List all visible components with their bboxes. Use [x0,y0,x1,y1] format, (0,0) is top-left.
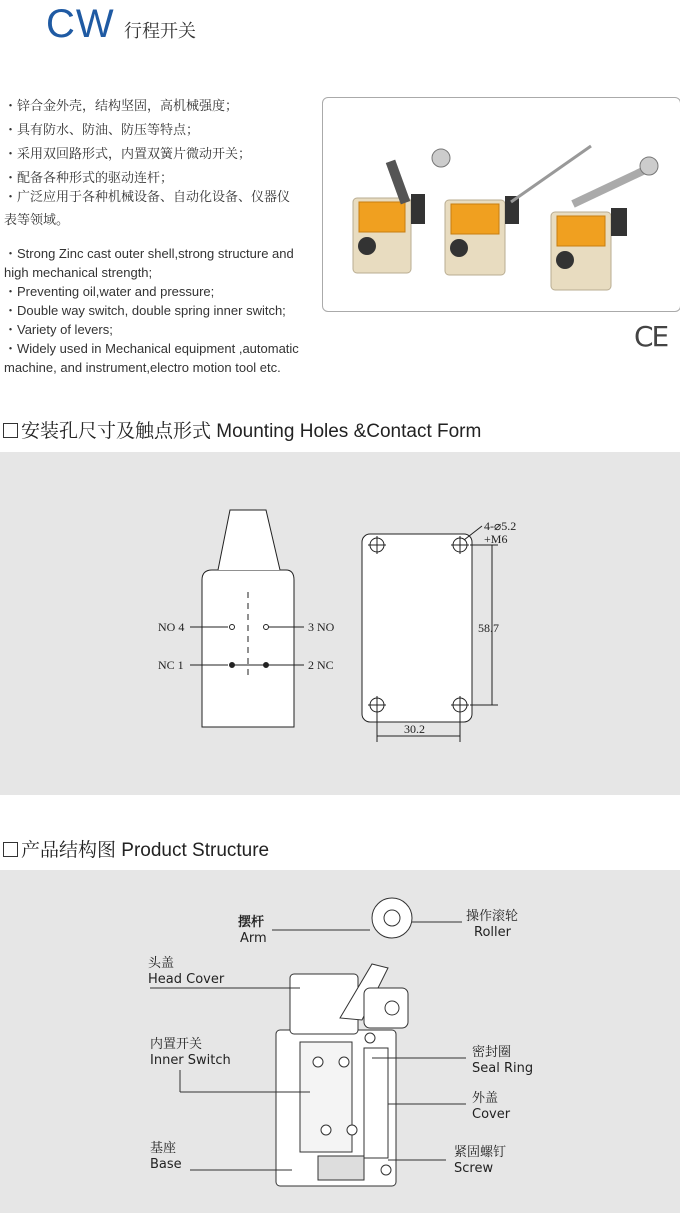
part-cover-cn: 外盖 [472,1091,499,1106]
switch-roller-lever-image [353,149,450,273]
feature-en-6: ・Widely used in Mechanical equipment ,automatic [4,341,299,356]
mounting-panel [0,452,680,795]
part-arm-en: Arm [240,931,267,946]
width-dim-label: 30.2 [404,722,425,736]
switch-adjustable-lever-image [551,157,658,290]
ce-mark: CE [634,320,668,353]
part-arm-cn: 摆杆 [238,915,265,930]
part-inner-switch-en: Inner Switch [150,1053,231,1068]
feature-cn-6: 表等领域。 [4,212,70,227]
part-base-cn: 基座 [150,1141,177,1156]
product-code: CW [46,2,115,46]
contact-nc2-label: 2 NC [308,658,334,672]
part-inner-switch-cn: 内置开关 [150,1037,203,1052]
section-mounting-title: 安装孔尺寸及触点形式 Mounting Holes &Contact Form [3,416,481,443]
contact-nc1-label: NC 1 [158,658,184,672]
feature-cn-2: ・具有防水、防油、防压等特点； [4,122,200,137]
part-roller-en: Roller [474,925,511,940]
part-cover-en: Cover [472,1107,511,1122]
feature-en-1: ・Strong Zinc cast outer shell,strong structure and [4,246,294,261]
product-title: 行程开关 [124,21,196,41]
section-marker-icon [3,842,18,857]
feature-cn-1: ・锌合金外壳，结构坚固，高机械强度； [4,98,239,113]
feature-en-2: high mechanical strength; [4,265,153,280]
part-roller-cn: 操作滚轮 [466,909,519,924]
feature-en-3: ・Preventing oil,water and pressure; [4,284,215,299]
part-head-cover-en: Head Cover [148,972,225,987]
part-head-cover-cn: 头盖 [148,956,175,971]
product-structure-drawing [276,898,412,1186]
feature-cn-4: ・配备各种形式的驱动连杆； [4,170,174,185]
part-screw-cn: 紧固螺钉 [454,1145,507,1160]
thread-dim-label: +M6 [484,532,508,546]
feature-cn-3: ・采用双回路形式，内置双簧片微动开关； [4,146,252,161]
section-structure-title: 产品结构图 Product Structure [3,835,269,862]
feature-en-7: machine, and instrument,electro motion tool etc. [4,360,281,375]
part-seal-ring-en: Seal Ring [472,1061,534,1076]
feature-cn-5: ・广泛应用于各种机械设备、自动化设备、仪器仪 [4,189,291,204]
part-screw-en: Screw [454,1161,494,1176]
contact-form-diagram [190,510,304,727]
contact-no4-label: NO 4 [158,620,185,634]
contact-no3-label: 3 NO [308,620,335,634]
feature-en-4: ・Double way switch, double spring inner switch; [4,303,286,318]
height-dim-label: 58.7 [478,621,499,635]
section-marker-icon [3,423,18,438]
part-seal-ring-cn: 密封圈 [472,1045,512,1060]
part-base-en: Base [150,1157,182,1172]
feature-en-5: ・Variety of levers; [4,322,113,337]
holes-dim-label: 4-⌀5.2 [484,519,517,533]
structure-panel [0,870,680,1213]
product-photo [322,97,680,312]
